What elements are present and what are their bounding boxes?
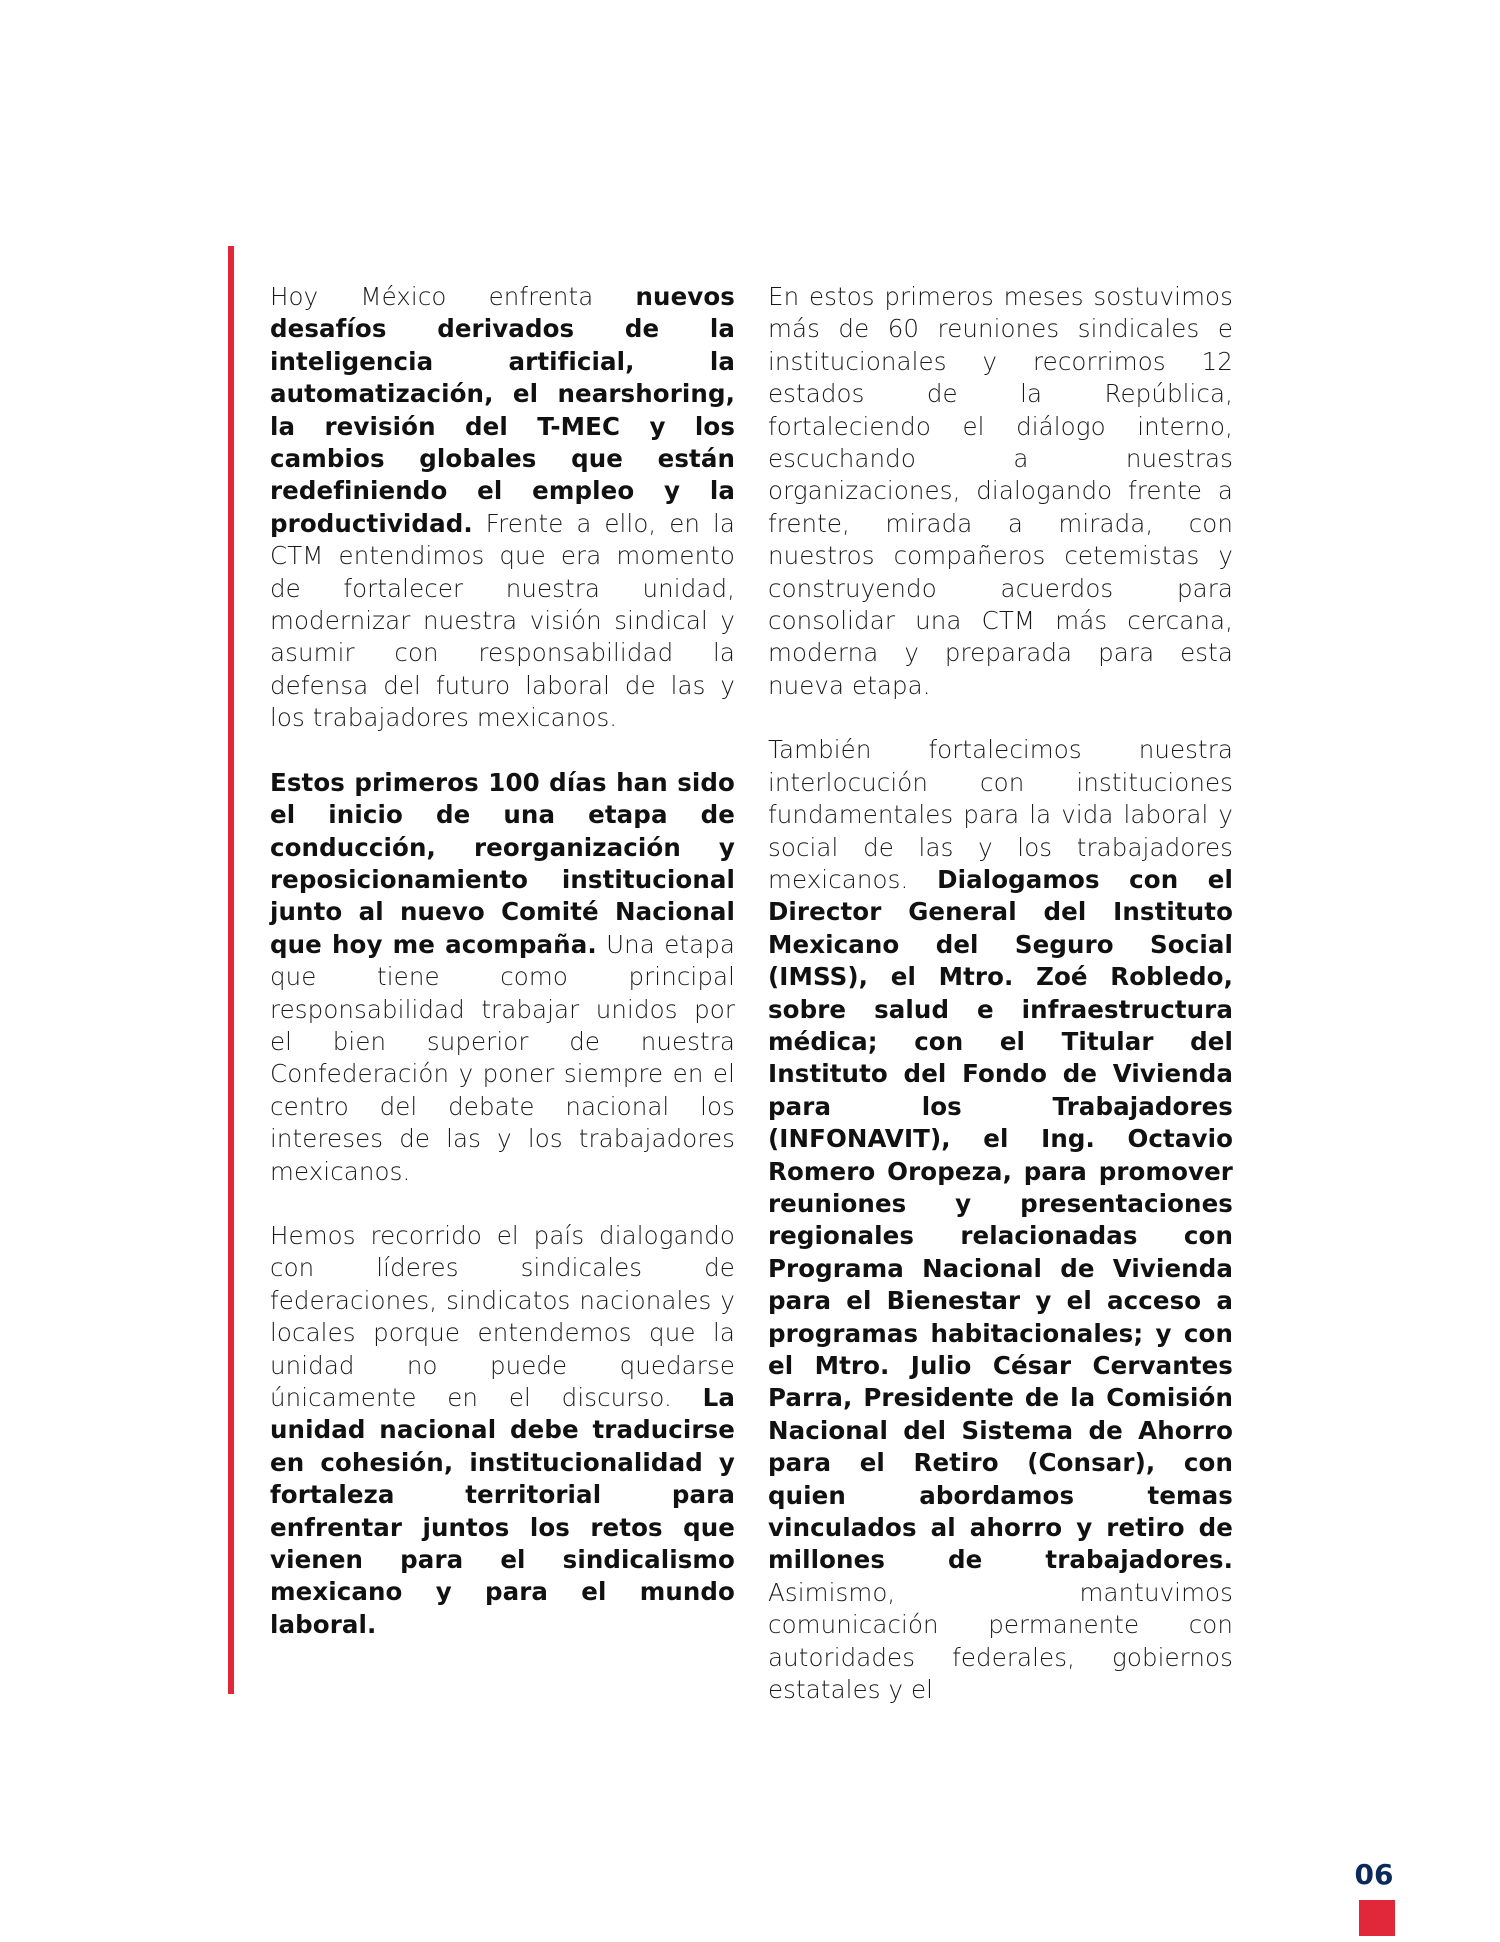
institutions-highlight-text: Dialogamos con el Director General del Instituto Mexicano del Seguro Social (IMSS), el Mtro. Zoé Robledo, sobre salud e infraestructura médica; con el Titular del Instituto del Fondo de Vivienda para los Trabajadores (INFONAVIT), el Ing. Octavio Romero Oropeza, para promover reuniones y presentaciones regionales relacionadas con Programa Nacional de Vivienda para el Bienestar y el acceso a programas habitacionales; y con el Mtro. Julio César Cervantes Parra, Presidente de la Comisión Nacional del Sistema de Ahorro para el Retiro (Consar), con quien abordamos temas vinculados al ahorro y retiro de millones de trabajadores.	[768, 864, 1233, 1575]
meetings-paragraph	[768, 281, 1233, 702]
first-100-days-highlight-text: Estos primeros 100 días han sido el inicio de una etapa de conducción, reorganización y reposicionamiento institucional junto al nuevo Comité Nacional que hoy me acompaña.	[270, 767, 735, 959]
institutions-body-text: Asimismo, mantuvimos comunicación permanente con autoridades federales, gobiernos estatales y el	[768, 1577, 1233, 1705]
intro-paragraph	[270, 281, 735, 735]
national-unity-highlight-text: La unidad nacional debe traducirse en cohesión, institucionalidad y fortaleza territorial para enfrentar juntos los retos que vienen para el sindicalismo mexicano y para el mundo laboral.	[270, 1383, 735, 1639]
meetings-body-text: En estos primeros meses sostuvimos más de 60 reuniones sindicales e institucionales y recorrimos 12 estados de la República, fortaleciendo el diálogo interno, escuchando a nuestras organizaciones, dialogando frente a frente, mirada a mirada, con nuestros compañeros cetemistas y construyendo acuerdos para consolidar una CTM más cercana, moderna y preparada para esta nueva etapa.	[768, 282, 1233, 700]
national-unity-paragraph	[270, 1220, 735, 1641]
right-column	[768, 281, 1233, 1738]
first-100-days-paragraph	[270, 767, 735, 1188]
institutions-paragraph	[768, 734, 1233, 1706]
intro-lead-text: Hoy México enfrenta	[270, 282, 636, 311]
page-number: 06	[1354, 1858, 1394, 1891]
accent-bar	[228, 246, 234, 1694]
institutions-lead-text: También fortalecimos nuestra interlocución con instituciones fundamentales para la vida laboral y social de las y los trabajadores mexicanos.	[768, 735, 1233, 894]
left-column	[270, 281, 735, 1673]
intro-body-text: Frente a ello, en la CTM entendimos que era momento de fortalecer nuestra unidad, modernizar nuestra visión sindical y asumir con responsabilidad la defensa del futuro laboral de las y los trabajadores mexicanos.	[270, 508, 735, 733]
national-unity-body-text: Hemos recorrido el país dialogando con líderes sindicales de federaciones, sindicatos nacionales y locales porque entendemos que la unidad no puede quedarse únicamente en el discurso.	[270, 1220, 735, 1412]
page-marker	[1359, 1900, 1395, 1936]
first-100-days-body-text: Una etapa que tiene como principal responsabilidad trabajar unidos por el bien superior de nuestra Confederación y poner siempre en el centro del debate nacional los intereses de las y los trabajadores mexicanos.	[270, 929, 735, 1186]
intro-highlight-text: nuevos desafíos derivados de la inteligencia artificial, la automatización, el nearshoring, la revisión del T-MEC y los cambios globales que están redefiniendo el empleo y la productividad.	[270, 282, 735, 538]
